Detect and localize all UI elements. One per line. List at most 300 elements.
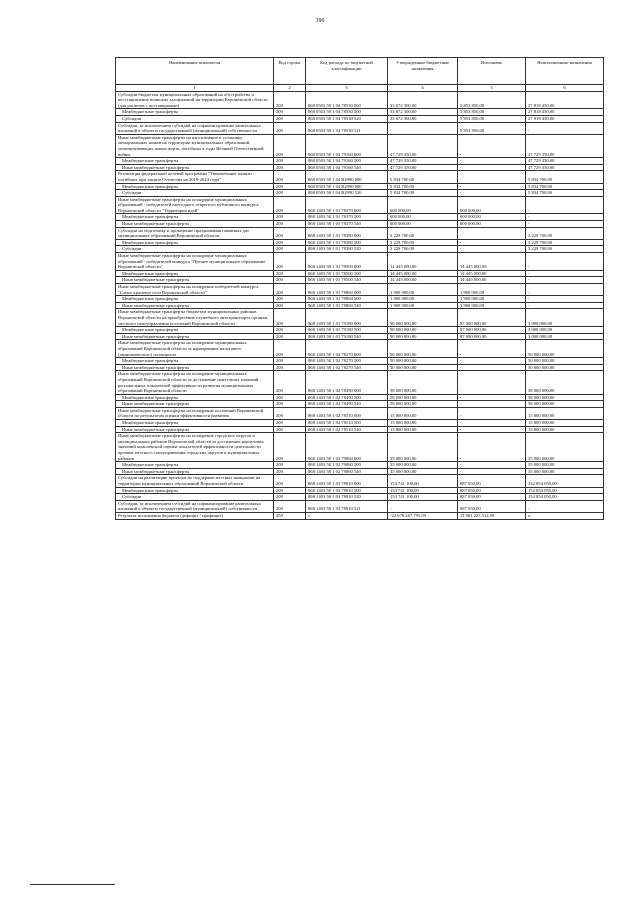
- table-row: [116, 333, 604, 340]
- table-row: [116, 284, 604, 296]
- row-line-code-cell: 200: [274, 115, 306, 122]
- row-classification-cell: 868 1403 58 1 01 78370 540: [306, 221, 388, 228]
- row-executed-cell: 600 000,00: [458, 214, 526, 221]
- row-name-cell: Субсидии: [116, 190, 274, 197]
- header-indicator-name: Наименование показателя: [116, 58, 274, 85]
- row-classification-cell: 868 1403 58 1 01 78500 540: [306, 277, 388, 284]
- row-approved-cell: -22 676 267 795,59: [388, 512, 458, 519]
- row-unexecuted-cell: 15 800 000,00: [526, 407, 604, 419]
- row-approved-cell: 5 834 700,00: [388, 190, 458, 197]
- row-executed-cell: -: [458, 190, 526, 197]
- table-row: [116, 358, 604, 365]
- row-name-cell: Межбюджетные трансферты: [116, 270, 274, 277]
- row-unexecuted-cell: -: [526, 277, 604, 284]
- row-classification-cell: 868 1403 58 1 02 79060 540: [306, 468, 388, 475]
- row-approved-cell: 14 445 000,00: [388, 270, 458, 277]
- row-unexecuted-cell: 47 729 350,00: [526, 158, 604, 165]
- row-unexecuted-cell: 3 229 700,00: [526, 246, 604, 253]
- row-approved-cell: 600 000,00: [388, 221, 458, 228]
- row-approved-cell: 153 741 100,00: [388, 494, 458, 501]
- row-name-cell: Иные межбюджетные трансферты на поощрение победителей конкурса "Самое красивое село Воронежской области": [116, 284, 274, 296]
- row-executed-cell: 5 853 850,00: [458, 115, 526, 122]
- table-row: [116, 115, 604, 122]
- row-line-code-cell: 200: [274, 333, 306, 340]
- row-unexecuted-cell: -: [526, 500, 604, 512]
- row-classification-cell: 868 1403 58 1 02 78270 000: [306, 340, 388, 358]
- row-approved-cell: 3 229 700,00: [388, 227, 458, 239]
- row-executed-cell: -: [458, 183, 526, 190]
- row-executed-cell: -: [458, 407, 526, 419]
- row-classification-cell: x: [306, 512, 388, 519]
- row-line-code-cell: 200: [274, 171, 306, 183]
- row-name-cell: Субсидии, за исключением субсидий на софинансирование капитальных вложений в объекты государственной (муниципальной) собственности: [116, 500, 274, 512]
- row-name-cell: Иные межбюджетные трансферты бюджетам муниципальных районов Воронежской области на приобретение служебного автотранспорта органам местного самоуправления поселений Воронежской области: [116, 309, 274, 327]
- row-classification-cell: 868 1403 58 1 02 78510 000: [306, 407, 388, 419]
- row-approved-cell: 33 672 300,00: [388, 109, 458, 116]
- row-unexecuted-cell: 47 729 350,00: [526, 164, 604, 171]
- row-executed-cell: 600 000,00: [458, 221, 526, 228]
- row-unexecuted-cell: 5 834 700,00: [526, 190, 604, 197]
- row-name-cell: Межбюджетные трансферты: [116, 296, 274, 303]
- row-line-code-cell: 200: [274, 494, 306, 501]
- row-line-code-cell: 200: [274, 475, 306, 487]
- row-approved-cell: 3 229 700,00: [388, 246, 458, 253]
- row-unexecuted-cell: 5 834 700,00: [526, 171, 604, 183]
- row-line-code-cell: 200: [274, 284, 306, 296]
- table-row: [116, 468, 604, 475]
- row-executed-cell: -: [458, 227, 526, 239]
- row-name-cell: Иные межбюджетные трансферты на изготовление и установку мемориальных знаков на территории муниципальных образований, увековечивающих имена жертв, погибших в годы Великой Отечественной войны: [116, 134, 274, 157]
- row-unexecuted-cell: -: [526, 196, 604, 214]
- row-unexecuted-cell: 50 000 000,00: [526, 358, 604, 365]
- table-row: [116, 433, 604, 462]
- row-unexecuted-cell: 3 000 000,00: [526, 309, 604, 327]
- row-approved-cell: 35 000 000,00: [388, 462, 458, 469]
- row-unexecuted-cell: 3 229 700,00: [526, 227, 604, 239]
- row-line-code-cell: 200: [274, 246, 306, 253]
- table-row: [116, 340, 604, 358]
- row-executed-cell: -: [458, 401, 526, 408]
- row-approved-cell: 1 900 000,00: [388, 296, 458, 303]
- row-line-code-cell: 200: [274, 196, 306, 214]
- row-name-cell: Межбюджетные трансферты: [116, 462, 274, 469]
- row-name-cell: Субсидии: [116, 246, 274, 253]
- row-unexecuted-cell: -: [526, 302, 604, 309]
- row-name-cell: Межбюджетные трансферты: [116, 214, 274, 221]
- row-executed-cell: -: [458, 158, 526, 165]
- row-line-code-cell: 200: [274, 426, 306, 433]
- row-unexecuted-cell: 5 834 700,00: [526, 183, 604, 190]
- table-row: [116, 158, 604, 165]
- row-classification-cell: 868 0503 58 1 04 78530 500: [306, 109, 388, 116]
- row-line-code-cell: 200: [274, 227, 306, 239]
- row-line-code-cell: 200: [274, 122, 306, 134]
- row-name-cell: Межбюджетные трансферты: [116, 158, 274, 165]
- row-line-code-cell: 200: [274, 462, 306, 469]
- table-row: [116, 401, 604, 408]
- row-classification-cell: 868 1403 58 1 01 78500 000: [306, 253, 388, 271]
- row-name-cell: Субсидии: [116, 115, 274, 122]
- row-name-cell: Иные межбюджетные трансферты на поощрение муниципальных образований Воронежской области за наращивание налогового (экономического) потенциала: [116, 340, 274, 358]
- table-row: [116, 364, 604, 371]
- row-line-code-cell: 200: [274, 109, 306, 116]
- row-classification-cell: 868 1403 58 1 02 78490 000: [306, 371, 388, 394]
- row-line-code-cell: 200: [274, 358, 306, 365]
- row-executed-cell: -: [458, 468, 526, 475]
- row-name-cell: Иные межбюджетные трансферты: [116, 333, 274, 340]
- row-classification-cell: 868 1403 58 1 02 78510 500: [306, 420, 388, 427]
- row-approved-cell: 47 729 350,00: [388, 164, 458, 171]
- row-classification-cell: 868 1403 58 1 01 79180 000: [306, 309, 388, 327]
- row-approved-cell: 153 741 100,00: [388, 487, 458, 494]
- row-line-code-cell: 200: [274, 487, 306, 494]
- row-executed-cell: -: [458, 420, 526, 427]
- row-classification-cell: 868 1403 58 1 01 78860 500: [306, 296, 388, 303]
- row-executed-cell: 11 963 225 512,59: [458, 512, 526, 519]
- row-executed-cell: 600 000,00: [458, 196, 526, 214]
- table-row: [116, 371, 604, 394]
- row-approved-cell: 1 900 000,00: [388, 284, 458, 296]
- row-name-cell: Иные межбюджетные трансферты: [116, 277, 274, 284]
- row-executed-cell: 14 445 000,00: [458, 270, 526, 277]
- row-executed-cell: -: [458, 433, 526, 462]
- row-line-code-cell: 200: [274, 364, 306, 371]
- row-executed-cell: 87 000 000,00: [458, 327, 526, 334]
- budget-execution-table: [115, 57, 604, 520]
- row-classification-cell: 868 0503 58 1 04 78530 520: [306, 115, 388, 122]
- row-approved-cell: 90 000 000,00: [388, 333, 458, 340]
- budget-execution-sheet: [115, 57, 603, 520]
- row-classification-cell: 868 1403 58 1 03 78910 500: [306, 487, 388, 494]
- row-unexecuted-cell: 15 800 000,00: [526, 426, 604, 433]
- row-line-code-cell: 200: [274, 327, 306, 334]
- table-row: [116, 426, 604, 433]
- row-line-code-cell: 200: [274, 340, 306, 358]
- row-line-code-cell: 200: [274, 500, 306, 512]
- row-classification-cell: 868 1403 58 1 02 78510 540: [306, 426, 388, 433]
- footnote-rule: [30, 884, 115, 885]
- row-classification-cell: 868 0503 58 1 04 78530 000: [306, 91, 388, 109]
- row-classification-cell: 868 1403 58 1 02 78490 540: [306, 401, 388, 408]
- row-unexecuted-cell: 27 818 450,00: [526, 109, 604, 116]
- row-executed-cell: -: [458, 462, 526, 469]
- row-unexecuted-cell: 50 000 000,00: [526, 340, 604, 358]
- row-approved-cell: 33 672 300,00: [388, 91, 458, 109]
- row-approved-cell: 35 000 000,00: [388, 433, 458, 462]
- row-line-code-cell: 200: [274, 302, 306, 309]
- row-line-code-cell: 200: [274, 407, 306, 419]
- row-line-code-cell: 200: [274, 371, 306, 394]
- row-approved-cell: 90 000 000,00: [388, 327, 458, 334]
- row-classification-cell: 868 1403 58 1 01 78860 540: [306, 302, 388, 309]
- row-executed-cell: 14 445 000,00: [458, 277, 526, 284]
- table-row: [116, 500, 604, 512]
- row-executed-cell: -: [458, 171, 526, 183]
- row-executed-cell: 1 900 000,00: [458, 302, 526, 309]
- row-classification-cell: 868 1403 58 1 03 78910 520: [306, 494, 388, 501]
- row-line-code-cell: 200: [274, 239, 306, 246]
- row-unexecuted-cell: -: [526, 214, 604, 221]
- row-approved-cell: 50 000 000,00: [388, 364, 458, 371]
- table-body: [116, 91, 604, 519]
- row-unexecuted-cell: 27 818 450,00: [526, 115, 604, 122]
- row-approved-cell: 58 000 000,00: [388, 371, 458, 394]
- row-classification-cell: 868 0503 58 1 04 79160 540: [306, 164, 388, 171]
- table-row: [116, 122, 604, 134]
- row-executed-cell: -: [458, 371, 526, 394]
- row-executed-cell: 887 050,00: [458, 487, 526, 494]
- row-classification-cell: 868 1403 58 1 01 78860 000: [306, 284, 388, 296]
- row-line-code-cell: 200: [274, 401, 306, 408]
- row-approved-cell: 58 000 000,00: [388, 401, 458, 408]
- row-name-cell: Субсидии бюджетам муниципальных образований на обустройство и восстановление воинских захоронений на территории Воронежской области (для расчетов с поставщиками): [116, 91, 274, 109]
- column-number: 6: [526, 85, 604, 92]
- column-number: 5: [458, 85, 526, 92]
- row-executed-cell: -: [458, 426, 526, 433]
- row-approved-cell: -: [388, 122, 458, 134]
- row-classification-cell: 868 0503 58 1 04 R2990 520: [306, 190, 388, 197]
- row-classification-cell: 868 1403 58 1 01 78370 500: [306, 214, 388, 221]
- table-row: [116, 246, 604, 253]
- row-unexecuted-cell: 3 000 000,00: [526, 333, 604, 340]
- table-row: [116, 214, 604, 221]
- row-approved-cell: 90 000 000,00: [388, 309, 458, 327]
- row-executed-cell: -: [458, 340, 526, 358]
- row-unexecuted-cell: 35 000 000,00: [526, 462, 604, 469]
- row-executed-cell: -: [458, 164, 526, 171]
- row-line-code-cell: 200: [274, 309, 306, 327]
- row-approved-cell: 1 900 000,00: [388, 302, 458, 309]
- row-line-code-cell: 200: [274, 253, 306, 271]
- row-approved-cell: 15 800 000,00: [388, 407, 458, 419]
- row-name-cell: Иные межбюджетные трансферты на поощрение городских округов и муниципальных районов Воронежской области за достижение наилучших значений комплексной оценки показателей эффективности деятельности органов местного самоуправления городских округов и муниципальных районов: [116, 433, 274, 462]
- row-name-cell: Иные межбюджетные трансферты: [116, 164, 274, 171]
- row-classification-cell: 868 1403 58 1 03 78910 521: [306, 500, 388, 512]
- row-line-code-cell: 200: [274, 158, 306, 165]
- table-row: [116, 309, 604, 327]
- row-line-code-cell: 200: [274, 433, 306, 462]
- row-classification-cell: 868 0503 58 1 04 R2990 500: [306, 183, 388, 190]
- table-row: [116, 164, 604, 171]
- row-name-cell: Иные межбюджетные трансферты на поощрение поселений Воронежской области по результатам оценки эффективности развития: [116, 407, 274, 419]
- row-classification-cell: 868 1403 58 1 01 78380 500: [306, 239, 388, 246]
- row-classification-cell: 868 1403 58 1 01 79180 540: [306, 333, 388, 340]
- row-approved-cell: 50 000 000,00: [388, 358, 458, 365]
- row-approved-cell: 5 834 700,00: [388, 183, 458, 190]
- row-classification-cell: 868 1403 58 1 01 78370 000: [306, 196, 388, 214]
- row-line-code-cell: 200: [274, 164, 306, 171]
- header-line-code: Код строки: [274, 58, 306, 85]
- row-unexecuted-cell: 50 000 000,00: [526, 364, 604, 371]
- row-approved-cell: 58 000 000,00: [388, 394, 458, 401]
- table-row-total: [116, 512, 604, 519]
- row-name-cell: Иные межбюджетные трансферты: [116, 302, 274, 309]
- row-name-cell: Иные межбюджетные трансферты: [116, 426, 274, 433]
- table-row: [116, 190, 604, 197]
- row-executed-cell: 1 900 000,00: [458, 284, 526, 296]
- table-row: [116, 221, 604, 228]
- table-row: [116, 462, 604, 469]
- row-approved-cell: 600 000,00: [388, 196, 458, 214]
- row-name-cell: Иные межбюджетные трансферты на поощрение муниципальных образований - победителей конкурса "Лучшее муниципальное образование Воронежской области": [116, 253, 274, 271]
- row-executed-cell: 5 853 850,00: [458, 122, 526, 134]
- table-row: [116, 239, 604, 246]
- row-unexecuted-cell: -: [526, 284, 604, 296]
- column-number: 2: [274, 85, 306, 92]
- row-unexecuted-cell: -: [526, 221, 604, 228]
- header-classification-code: Код расхода по бюджетной классификации: [306, 58, 388, 85]
- row-unexecuted-cell: 47 729 350,00: [526, 134, 604, 157]
- table-row: [116, 277, 604, 284]
- row-line-code-cell: 200: [274, 183, 306, 190]
- row-executed-cell: 87 000 000,00: [458, 333, 526, 340]
- row-executed-cell: -: [458, 246, 526, 253]
- row-name-cell: Реализация федеральной целевой программы "Увековечение памяти погибших при защите Отечества на 2019-2024 годы": [116, 171, 274, 183]
- row-name-cell: Межбюджетные трансферты: [116, 420, 274, 427]
- row-approved-cell: 50 000 000,00: [388, 340, 458, 358]
- row-approved-cell: 3 229 700,00: [388, 239, 458, 246]
- row-unexecuted-cell: 152 854 050,00: [526, 494, 604, 501]
- row-name-cell: Результат исполнения бюджета (дефицит / профицит): [116, 512, 274, 519]
- row-unexecuted-cell: 35 000 000,00: [526, 433, 604, 462]
- row-unexecuted-cell: 152 854 050,00: [526, 487, 604, 494]
- row-name-cell: Межбюджетные трансферты: [116, 327, 274, 334]
- table-row: [116, 227, 604, 239]
- row-approved-cell: 47 729 350,00: [388, 134, 458, 157]
- row-unexecuted-cell: 35 000 000,00: [526, 468, 604, 475]
- row-classification-cell: 868 0503 58 1 04 79160 000: [306, 134, 388, 157]
- row-line-code-cell: 200: [274, 214, 306, 221]
- row-line-code-cell: 200: [274, 134, 306, 157]
- row-classification-cell: 868 1403 58 1 02 79060 500: [306, 462, 388, 469]
- row-classification-cell: 868 0503 58 1 04 R2990 000: [306, 171, 388, 183]
- row-approved-cell: 33 672 300,00: [388, 115, 458, 122]
- row-name-cell: Субсидии на реализацию проектов по поддержке местных инициатив на территории муниципальных образований Воронежской области: [116, 475, 274, 487]
- row-unexecuted-cell: -: [526, 296, 604, 303]
- row-classification-cell: 868 1403 58 1 02 79060 000: [306, 433, 388, 462]
- row-name-cell: Иные межбюджетные трансферты на поощрение муниципальных образований - победителей ежегодного открытого публичного конкурса Воронежской области "Территория идей": [116, 196, 274, 214]
- row-executed-cell: -: [458, 394, 526, 401]
- table-row: [116, 171, 604, 183]
- table-row: [116, 494, 604, 501]
- row-name-cell: Иные межбюджетные трансферты: [116, 221, 274, 228]
- row-unexecuted-cell: -: [526, 253, 604, 271]
- row-executed-cell: -: [458, 364, 526, 371]
- row-line-code-cell: 200: [274, 468, 306, 475]
- row-classification-cell: 868 1403 58 1 01 79180 500: [306, 327, 388, 334]
- row-line-code-cell: 200: [274, 420, 306, 427]
- row-unexecuted-cell: 3 000 000,00: [526, 327, 604, 334]
- column-number-row: [116, 85, 604, 92]
- row-unexecuted-cell: 58 000 000,00: [526, 401, 604, 408]
- row-name-cell: Иные межбюджетные трансферты на поощрение муниципальных образований Воронежской области за достижение наилучших значений региональных показателей эффективности развития муниципальных образований Воронежской области: [116, 371, 274, 394]
- row-approved-cell: 153 741 100,00: [388, 475, 458, 487]
- header-approved: Утвержденные бюджетные назначения: [388, 58, 458, 85]
- table-row: [116, 407, 604, 419]
- table-row: [116, 327, 604, 334]
- row-name-cell: Межбюджетные трансферты: [116, 239, 274, 246]
- header-unexecuted: Неисполненные назначения: [526, 58, 604, 85]
- table-row: [116, 91, 604, 109]
- row-executed-cell: 14 445 000,00: [458, 253, 526, 271]
- row-name-cell: Межбюджетные трансферты: [116, 183, 274, 190]
- row-approved-cell: 600 000,00: [388, 214, 458, 221]
- row-executed-cell: -: [458, 134, 526, 157]
- table-row: [116, 134, 604, 157]
- row-approved-cell: 14 445 000,00: [388, 253, 458, 271]
- column-number: 3: [306, 85, 388, 92]
- row-classification-cell: 868 0503 58 1 04 78530 521: [306, 122, 388, 134]
- row-line-code-cell: 200: [274, 277, 306, 284]
- table-row: [116, 420, 604, 427]
- table-row: [116, 302, 604, 309]
- row-unexecuted-cell: -: [526, 122, 604, 134]
- row-approved-cell: 14 445 000,00: [388, 277, 458, 284]
- column-number: 4: [388, 85, 458, 92]
- row-approved-cell: 5 834 700,00: [388, 171, 458, 183]
- row-classification-cell: 868 0503 58 1 04 79160 500: [306, 158, 388, 165]
- row-line-code-cell: 200: [274, 190, 306, 197]
- row-line-code-cell: 200: [274, 270, 306, 277]
- row-name-cell: Иные межбюджетные трансферты: [116, 468, 274, 475]
- row-line-code-cell: 450: [274, 512, 306, 519]
- row-classification-cell: 868 1403 58 1 02 78490 500: [306, 394, 388, 401]
- table-row: [116, 475, 604, 487]
- row-unexecuted-cell: -: [526, 270, 604, 277]
- row-name-cell: Субсидии: [116, 494, 274, 501]
- row-unexecuted-cell: x: [526, 512, 604, 519]
- row-executed-cell: 1 900 000,00: [458, 296, 526, 303]
- table-row: [116, 487, 604, 494]
- row-unexecuted-cell: 3 229 700,00: [526, 239, 604, 246]
- table-row: [116, 253, 604, 271]
- row-approved-cell: 35 000 000,00: [388, 468, 458, 475]
- row-name-cell: Межбюджетные трансферты: [116, 487, 274, 494]
- column-number: 1: [116, 85, 274, 92]
- row-unexecuted-cell: 15 800 000,00: [526, 420, 604, 427]
- row-name-cell: Межбюджетные трансферты: [116, 358, 274, 365]
- row-name-cell: Субсидии, за исключением субсидий на софинансирование капитальных вложений в объекты государственной (муниципальной) собственности: [116, 122, 274, 134]
- row-unexecuted-cell: 58 000 000,00: [526, 371, 604, 394]
- row-executed-cell: -: [458, 239, 526, 246]
- row-classification-cell: 868 1403 58 1 02 78270 540: [306, 364, 388, 371]
- table-row: [116, 196, 604, 214]
- row-approved-cell: 15 800 000,00: [388, 420, 458, 427]
- row-classification-cell: 868 1403 58 1 02 78270 500: [306, 358, 388, 365]
- row-executed-cell: 887 050,00: [458, 494, 526, 501]
- row-approved-cell: -: [388, 500, 458, 512]
- row-name-cell: Иные межбюджетные трансферты: [116, 401, 274, 408]
- row-approved-cell: 47 729 350,00: [388, 158, 458, 165]
- row-line-code-cell: 200: [274, 394, 306, 401]
- row-executed-cell: 87 000 000,00: [458, 309, 526, 327]
- row-executed-cell: 887 050,00: [458, 500, 526, 512]
- row-executed-cell: 5 853 850,00: [458, 109, 526, 116]
- row-executed-cell: 887 050,00: [458, 475, 526, 487]
- row-unexecuted-cell: 58 000 000,00: [526, 394, 604, 401]
- row-name-cell: Субсидии на подготовку и проведение празднования памятных дат муниципальных образований Воронежской области: [116, 227, 274, 239]
- row-classification-cell: 868 1403 58 1 01 78380 520: [306, 246, 388, 253]
- row-line-code-cell: 200: [274, 296, 306, 303]
- table-row: [116, 394, 604, 401]
- row-approved-cell: 15 800 000,00: [388, 426, 458, 433]
- table-row: [116, 183, 604, 190]
- header-executed: Исполнено: [458, 58, 526, 85]
- row-classification-cell: 868 1403 58 1 01 78380 000: [306, 227, 388, 239]
- row-name-cell: Иные межбюджетные трансферты: [116, 364, 274, 371]
- table-row: [116, 109, 604, 116]
- row-line-code-cell: 200: [274, 221, 306, 228]
